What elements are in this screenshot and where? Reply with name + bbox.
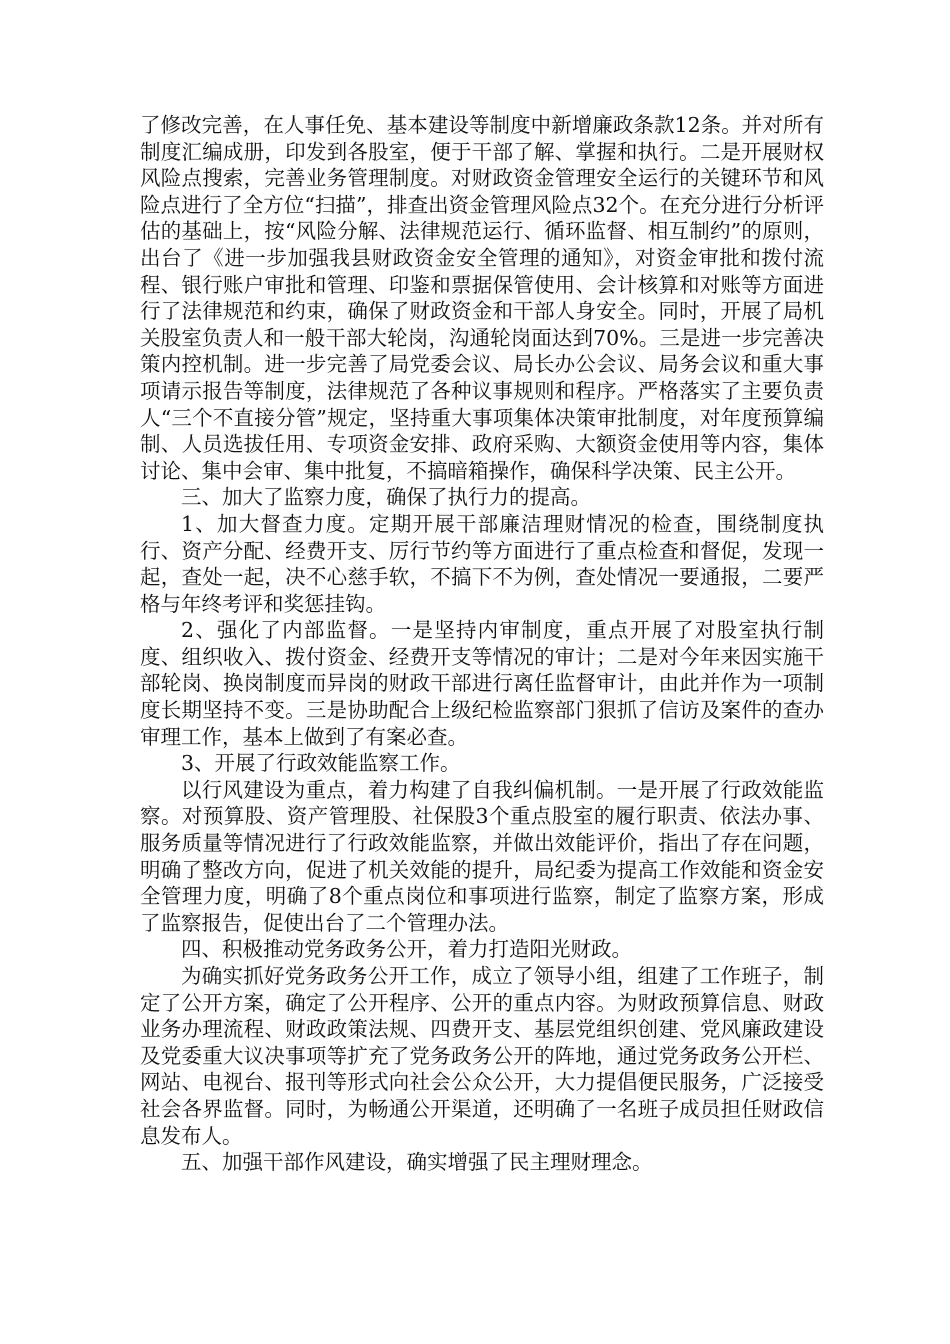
- subheading-efficiency: 3、开展了行政效能监察工作。: [181, 751, 461, 776]
- paragraph-internal-audit: 2、强化了内部监督。一是坚持内审制度，重点开展了对股室执行制度、组织收入、拨付资金、经费开支等情况的审计；二是对今年来因实施干部轮岗、换岗制度而异岗的财政干部进行离任监督审计，由此并作为一项制度长期坚持不变。三是协助配合上级纪检监察部门狠抓了信访及案件的查办审理工作，基本上做到了有案必查。: [140, 618, 824, 749]
- paragraph-openness: 为确实抓好党务政务公开工作，成立了领导小组，组建了工作班子，制定了公开方案，确定了公开程序、公开的重点内容。为财政预算信息、财政业务办理流程、财政政策法规、四费开支、基层党组织创建、党风廉政建设及党委重大议决事项等扩充了党务政务公开的阵地，通过党务政务公开栏、网站、电视台、报刊等形式向社会公众公开，大力提倡便民服务，广泛接受社会各界监督。同时，为畅通公开渠道，还明确了一名班子成员担任财政信息发布人。: [140, 964, 824, 1148]
- section-heading-5: 五、加强干部作风建设，确实增强了民主理财理念。: [181, 1150, 653, 1175]
- section-heading-4: 四、积极推动党务政务公开，着力打造阳光财政。: [181, 937, 632, 962]
- document-page: [140, 112, 824, 1176]
- paragraph-supervision: 1、加大督查力度。定期开展干部廉洁理财情况的检查，围绕制度执行、资产分配、经费开支、厉行节约等方面进行了重点检查和督促，发现一起，查处一起，决不心慈手软，不搞下不为例，查处情况一要通报，二要严格与年终考评和奖惩挂钩。: [140, 511, 824, 616]
- section-heading-3: 三、加大了监察力度，确保了执行力的提高。: [181, 485, 591, 510]
- paragraph-efficiency: 以行风建设为重点，着力构建了自我纠偏机制。一是开展了行政效能监察。对预算股、资产管理股、社保股3个重点股室的履行职责、依法办事、服务质量等情况进行了行政效能监察，并做出效能评价，指出了存在问题，明确了整改方向，促进了机关效能的提升，局纪委为提高工作效能和资金安全管理力度，明确了8个重点岗位和事项进行监察，制定了监察方案，形成了监察报告，促使出台了二个管理办法。: [140, 777, 824, 935]
- paragraph-1: 了修改完善，在人事任免、基本建设等制度中新增廉政条款12条。并对所有制度汇编成册，印发到各股室，便于干部了解、掌握和执行。二是开展财权风险点搜索，完善业务管理制度。对财政资金管理安全运行的关键环节和风险点进行了全方位“扫描”，排查出资金管理风险点32个。在充分进行分析评估的基础上，按“风险分解、法律规范运行、循环监督、相互制约”的原则，出台了《进一步加强我县财政资金安全管理的通知》，对资金审批和拨付流程、银行账户审批和管理、印鉴和票据保管使用、会计核算和对账等方面进行了法律规范和约束，确保了财政资金和干部人身安全。同时，开展了局机关股室负责人和一般干部大轮岗，沟通轮岗面达到70%。三是进一步完善决策内控机制。进一步完善了局党委会议、局长办公会议、局务会议和重大事项请示报告等制度，法律规范了各种议事规则和程序。严格落实了主要负责人“三个不直接分管”规定，坚持重大事项集体决策审批制度，对年度预算编制、人员选拔任用、专项资金安排、政府采购、大额资金使用等内容，集体讨论、集中会审、集中批复，不搞暗箱操作，确保科学决策、民主公开。: [140, 113, 824, 483]
